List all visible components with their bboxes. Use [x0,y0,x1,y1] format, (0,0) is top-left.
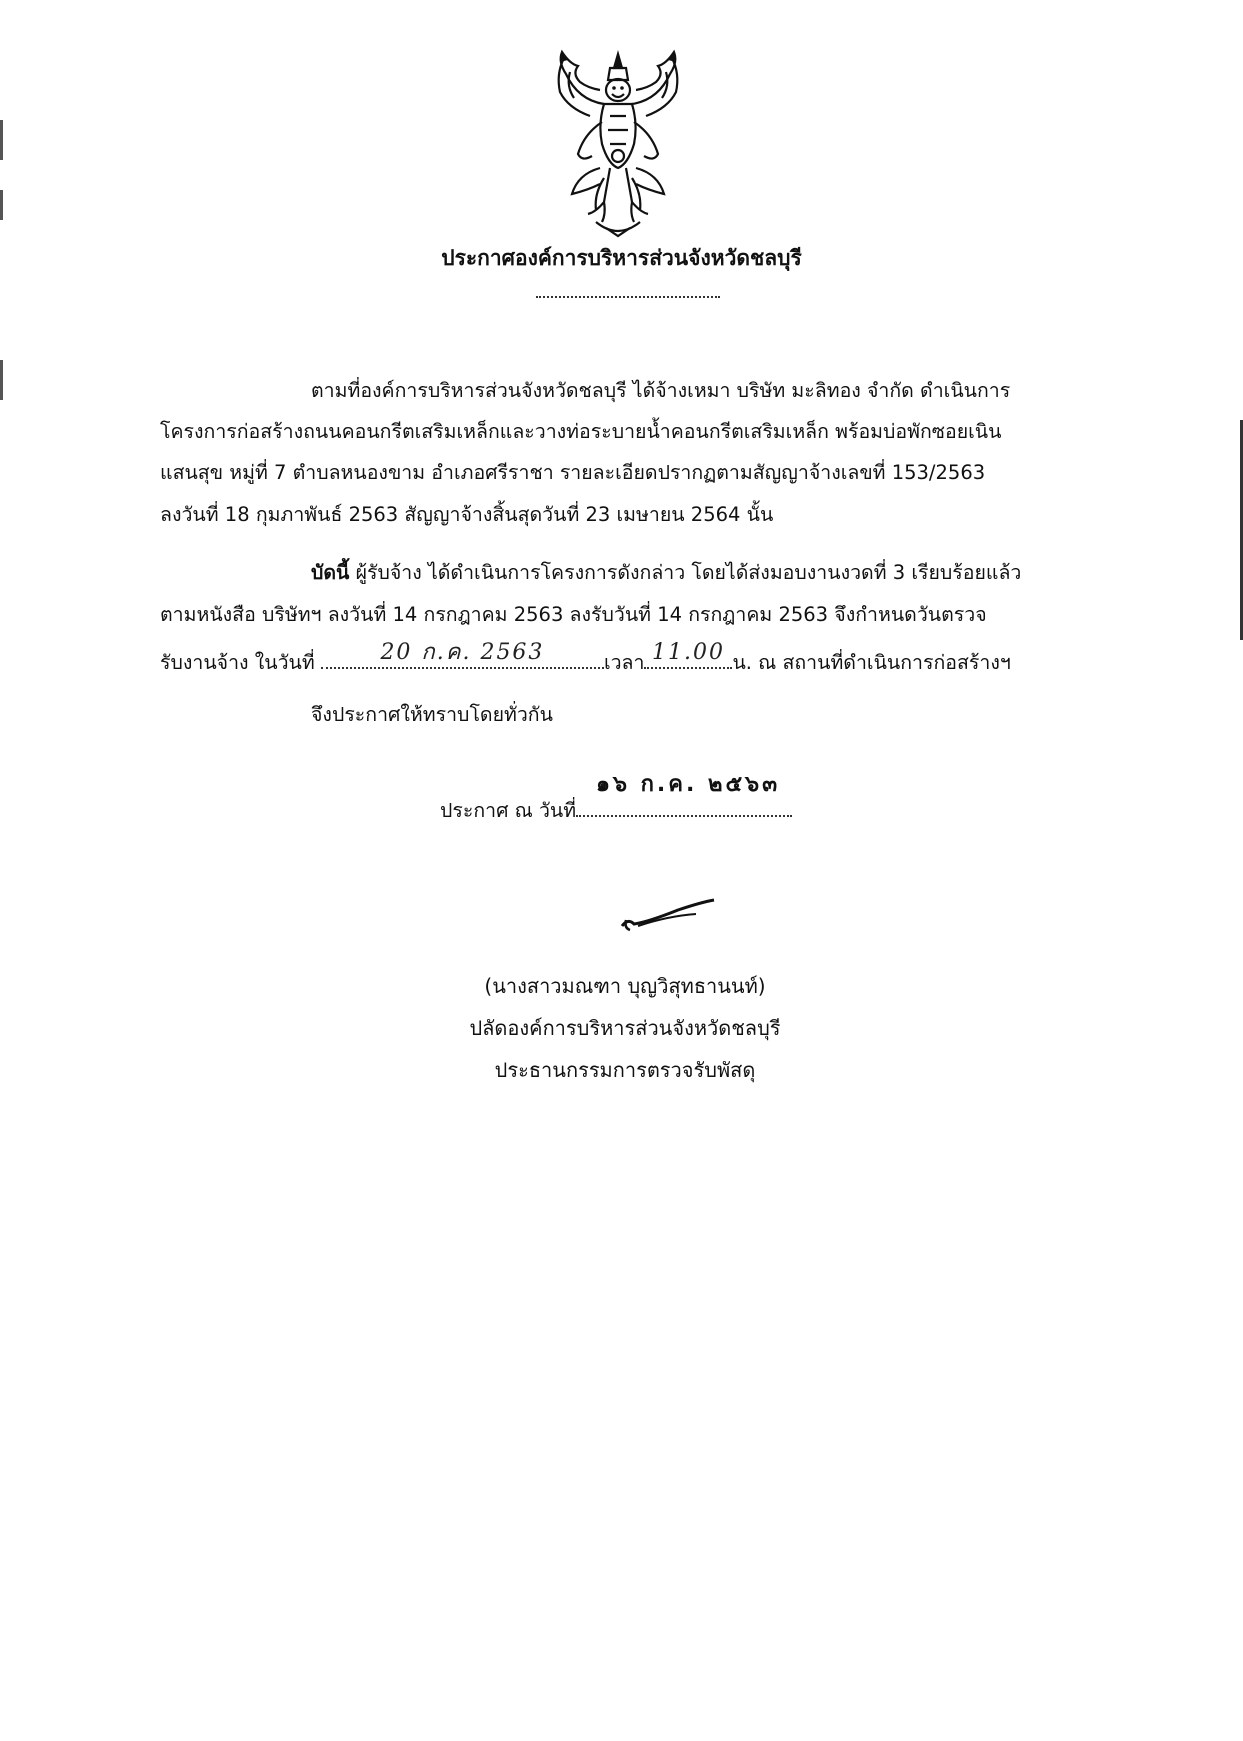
closing-line: จึงประกาศให้ทราบโดยทั่วกัน [311,703,553,726]
signatory-position: ปลัดองค์การบริหารส่วนจังหวัดชลบุรี [469,1016,781,1040]
signatory-name: (นางสาวมณฑา บุญวิสุทธานนท์) [484,974,766,998]
inspection-date-label: รับงานจ้าง ในวันที่ [160,651,321,674]
paragraph-1-line-4: ลงวันที่ 18 กุมภาพันธ์ 2563 สัญญาจ้างสิ้นสุดวันที่ 23 เมษายน 2564 นั้น [160,503,774,526]
paragraph-1-line-2: โครงการก่อสร้างถนนคอนกรีตเสริมเหล็กและวางท่อระบายน้ำคอนกรีตเสริมเหล็ก พร้อมบ่อพักซอยเนิน [160,420,1002,443]
announce-date-line [440,795,792,821]
handwritten-date: 20 ก.ค. 2563 [380,640,545,665]
garuda-emblem [548,44,688,240]
title-divider [536,296,720,298]
signature-mark [618,896,718,936]
time-label: เวลา [603,651,645,674]
signatory-role: ประธานกรรมการตรวจรับพัสดุ [494,1058,756,1082]
document-title: ประกาศองค์การบริหารส่วนจังหวัดชลบุรี [441,246,802,270]
scan-edge-mark [0,190,3,220]
inspection-time-field [644,640,732,669]
paragraph-2-line-2: ตามหนังสือ บริษัทฯ ลงวันที่ 14 กรกฎาคม 2563 ลงรับวันที่ 14 กรกฎาคม 2563 จึงกำหนดวันตรวจ [160,603,987,626]
location-text: น. ณ สถานที่ดำเนินการก่อสร้างฯ [732,651,1011,674]
scan-edge-mark [0,360,3,400]
paragraph-2-lead: บัดนี้ [311,561,350,584]
inspection-date-field [321,640,604,669]
paragraph-1-line-3: แสนสุข หมู่ที่ 7 ตำบลหนองขาม อำเภอศรีราชา รายละเอียดปรากฏตามสัญญาจ้างเลขที่ 153/2563 [160,461,986,484]
paragraph-2-line-1 [311,563,1021,583]
paragraph-2-line-1-text: ผู้รับจ้าง ได้ดำเนินการโครงการดังกล่าว โดยได้ส่งมอบงานงวดที่ 3 เรียบร้อยแล้ว [349,561,1022,584]
handwritten-time: 11.00 [651,640,725,665]
scan-edge-mark [0,120,3,160]
announce-date-label: ประกาศ ณ วันที่ [440,799,577,822]
paragraph-1-line-1: ตามที่องค์การบริหารส่วนจังหวัดชลบุรี ได้จ้างเหมา บริษัท มะลิทอง จำกัด ดำเนินการ [311,379,1011,402]
paragraph-2-line-3 [160,640,1011,674]
announce-date-field [576,795,792,817]
date-stamp: ๑๖ ก.ค. ๒๕๖๓ [596,772,781,797]
